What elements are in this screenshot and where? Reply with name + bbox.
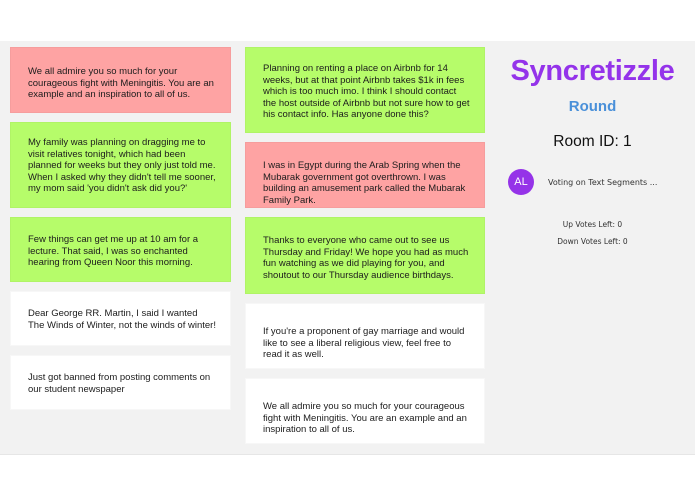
segment-text: My family was planning on dragging me to visit relatives tonight, which had been planned for weeks but they only just told me. When I asked why they didn't tell me sooner, my mom said 'you didn't ask did you?' [28,137,216,194]
segment-text: Thanks to everyone who came out to see us Thursday and Friday! We hope you had as much fun watching as we did playing for you, and shoutout to our Thursday audience birthdays. [263,235,469,281]
main-panel [0,41,695,455]
text-segment-card[interactable] [10,122,231,208]
room-id: Room ID: 1 [553,133,632,150]
segment-text: Dear George RR. Martin, I said I wanted The Winds of Winter, not the winds of winter! [28,308,216,331]
game-sidebar [490,41,695,454]
text-segment-card[interactable] [245,378,485,444]
segment-column-middle [245,47,485,453]
up-votes-left: Up Votes Left: 0 [562,220,623,229]
segment-text: We all admire you so much for your courageous fight with Meningitis. You are an example and an inspiration to all of us. [28,66,214,100]
text-segment-card[interactable] [10,291,231,346]
segment-text: Planning on renting a place on Airbnb for 14 weeks, but at that point Airbnb takes $1k in fees which is too much imo. I think I should contact the host outside of Airbnb but not sure how to get his contact info. Has anyone done this? [263,63,470,120]
segment-text: If you're a proponent of gay marriage and would like to see a liberal religious view, feel free to read it as well. [263,326,465,360]
avatar: AL [508,169,534,195]
segment-text: Few things can get me up at 10 am for a lecture. That said, I was so enchanted hearing from Queen Noor this morning. [28,234,199,268]
segment-text: Just got banned from posting comments on our student newspaper [28,372,211,395]
segment-text: We all admire you so much for your courageous fight with Meningitis. You are an example and an inspiration to all of us. [263,401,467,435]
round-label: Round [568,98,617,115]
text-segment-card[interactable] [245,303,485,369]
text-segment-card[interactable] [10,355,231,410]
down-votes-left: Down Votes Left: 0 [557,237,628,246]
text-segment-card[interactable] [245,217,485,294]
status-text: Voting on Text Segments ... [548,178,658,187]
segment-text: I was in Egypt during the Arab Spring when the Mubarak government got overthrown. I was building an amusement park called the Mubarak Family Park. [263,160,466,206]
segment-column-left [10,47,231,419]
text-segment-card[interactable] [10,47,231,113]
app-title: Syncretizzle [510,55,675,87]
text-segment-card[interactable] [10,217,231,282]
text-segment-card[interactable] [245,142,485,208]
text-segment-card[interactable] [245,47,485,133]
